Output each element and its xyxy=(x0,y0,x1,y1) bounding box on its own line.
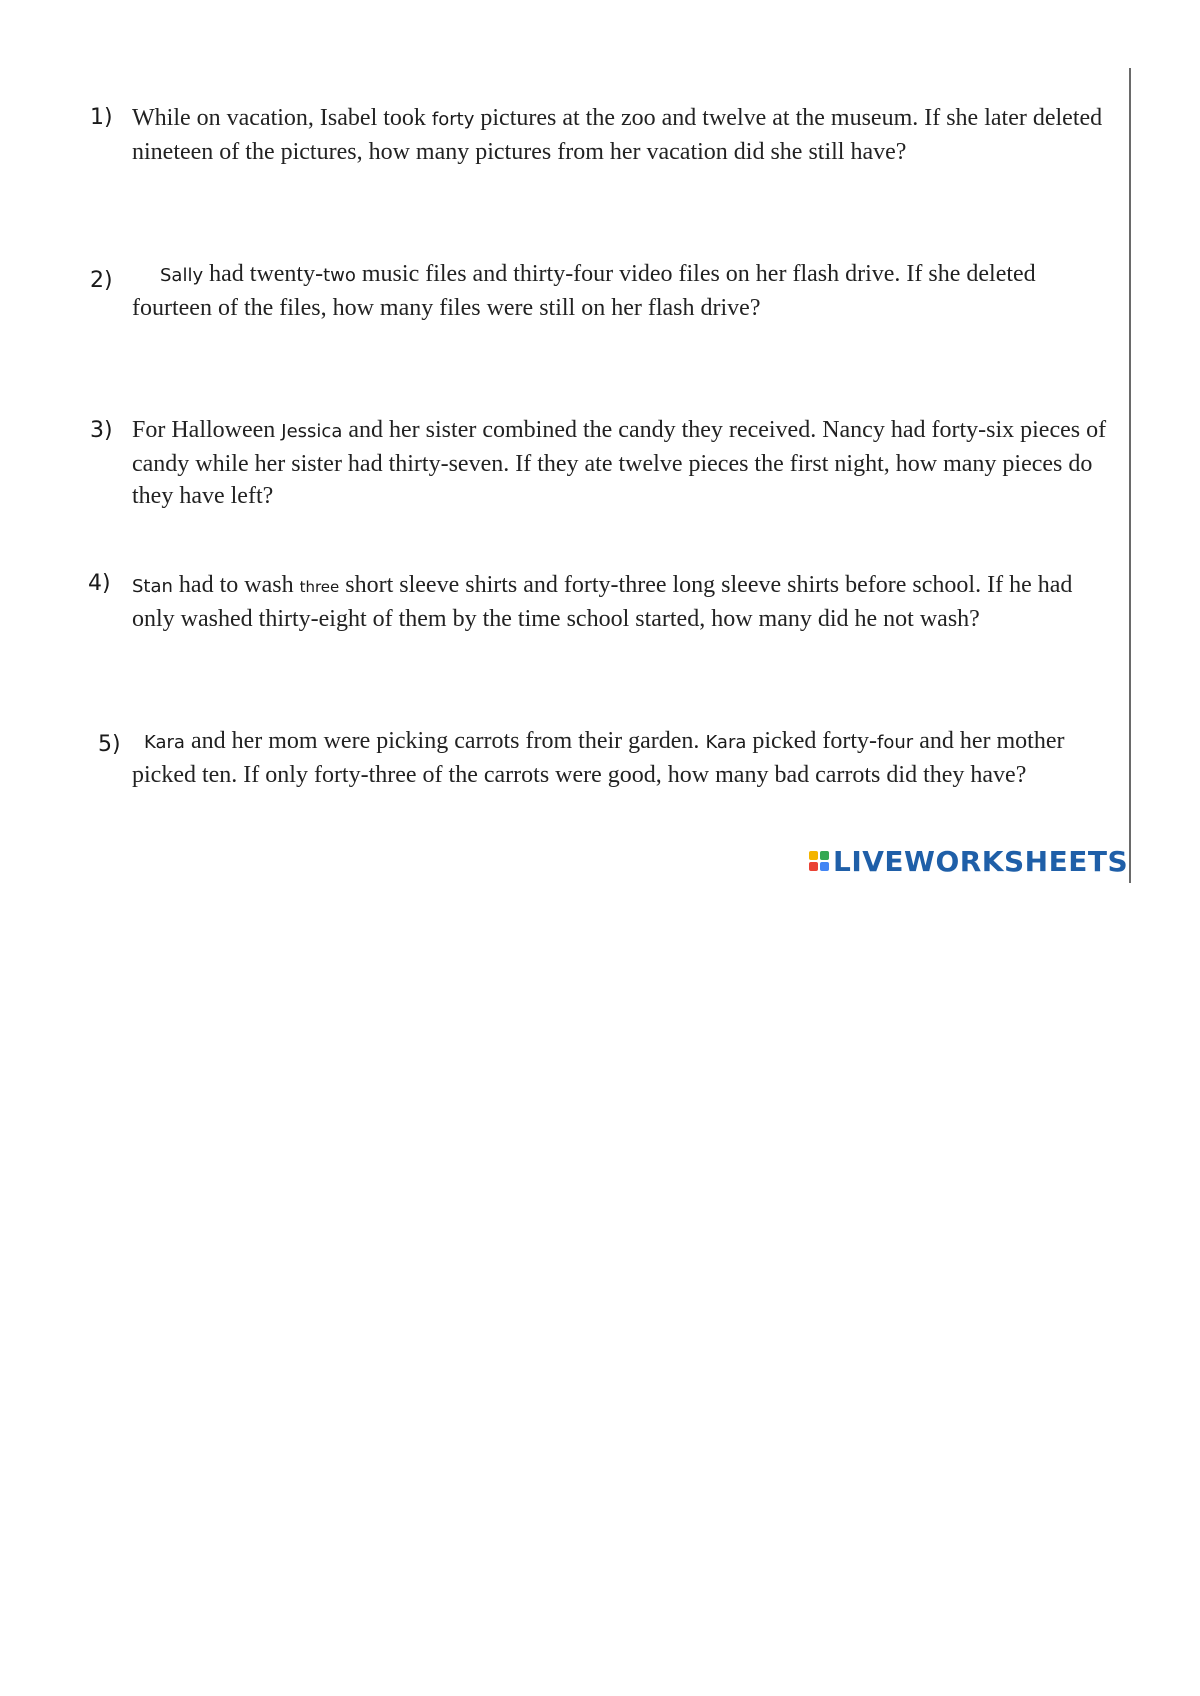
liveworksheets-logo xyxy=(809,845,1128,877)
logo-grid-icon xyxy=(809,851,829,871)
answer-word: Stan xyxy=(132,576,173,597)
text-segment: and her sister combined the candy they received. Nancy had forty-six pieces of candy while her sister had thirty-seven. If they ate twelve pieces the first night, how many pieces do they have left? xyxy=(132,417,1107,509)
text-segment: pictures at the zoo and twelve at the museum. If she later deleted nineteen of the pictures, how many pictures from her vacation did she still have? xyxy=(132,105,1103,165)
problem-text xyxy=(132,569,1117,635)
text-segment: had to wash xyxy=(172,572,300,598)
answer-word: two xyxy=(323,265,356,286)
problem-number: 5) xyxy=(98,732,121,757)
logo-text: LIVEWORKSHEETS xyxy=(833,844,1129,878)
answer-word: three xyxy=(299,578,340,596)
answer-word: four xyxy=(877,732,914,753)
problem-number: 4) xyxy=(88,571,111,596)
text-segment: and her mom were picking carrots from their garden. xyxy=(184,728,706,754)
problem-number: 2) xyxy=(90,268,113,293)
text-segment: and her mother picked ten. If only forty-three of the carrots were good, how many bad carrots did they have? xyxy=(132,728,1065,788)
text-segment: music files and thirty-four video files on her flash drive. If she deleted fourteen of the files, how many files were still on her flash drive? xyxy=(132,261,1036,321)
answer-word: forty xyxy=(431,109,475,130)
text-segment: had twenty- xyxy=(203,261,324,287)
text-segment: While on vacation, Isabel took xyxy=(132,105,432,131)
problem-number: 1) xyxy=(90,105,113,130)
problem-text xyxy=(132,102,1117,168)
problem-number: 3) xyxy=(90,418,113,443)
problem-text xyxy=(132,725,1117,791)
answer-word: Sally xyxy=(160,265,204,286)
answer-word: Kara xyxy=(144,732,185,753)
answer-word: Jessica xyxy=(281,421,343,442)
text-segment: picked forty- xyxy=(746,728,878,754)
text-segment: For Halloween xyxy=(132,417,282,443)
text-segment: short sleeve shirts and forty-three long sleeve shirts before school. If he had only washed thirty-eight of them by the time school started, how many did he not wash? xyxy=(132,572,1073,632)
answer-word: Kara xyxy=(705,732,747,753)
page-border-line xyxy=(1129,68,1131,883)
problem-text xyxy=(132,414,1117,512)
problem-text xyxy=(132,258,1117,324)
